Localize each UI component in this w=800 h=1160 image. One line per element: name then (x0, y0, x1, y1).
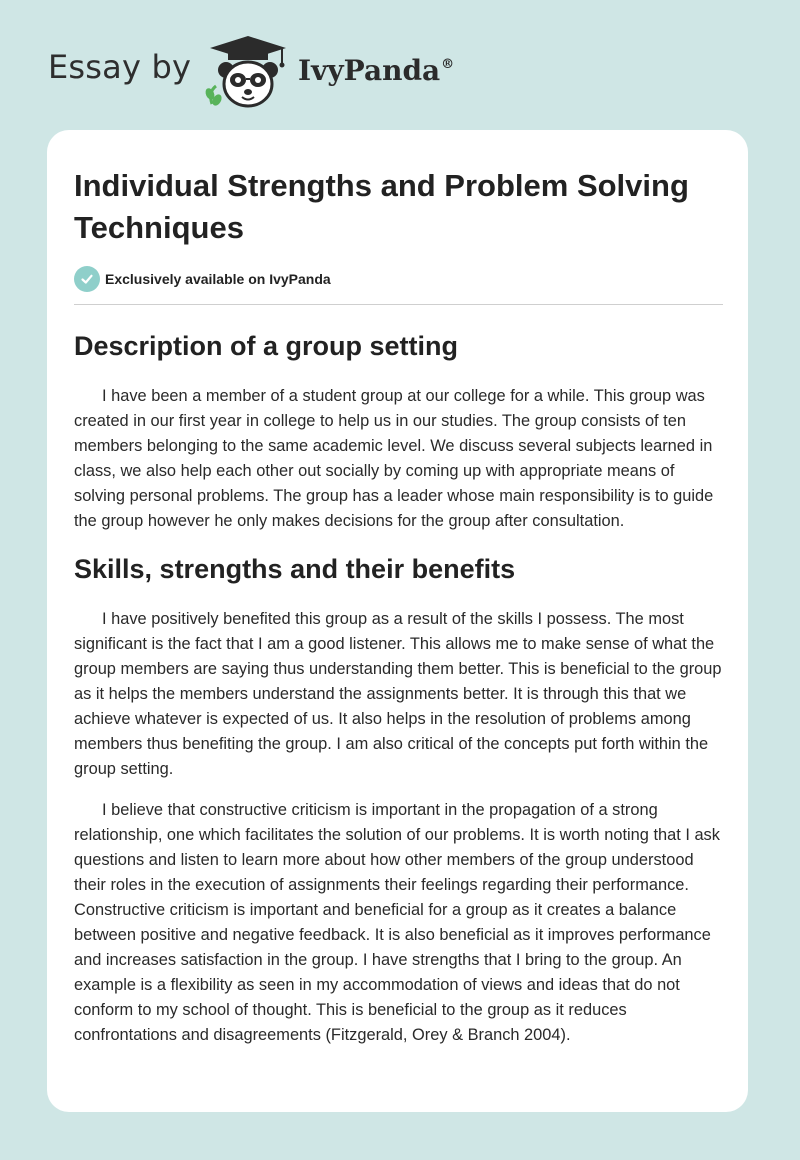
section-heading: Description of a group setting (74, 331, 459, 361)
exclusive-label: Exclusively available on IvyPanda (105, 271, 331, 287)
essay-card (47, 130, 748, 1112)
site-header (48, 34, 508, 110)
exclusive-badge (74, 265, 723, 293)
brand-name[interactable]: IvyPanda® (298, 54, 455, 87)
paragraph: I believe that constructive criticism is important in the propagation of a strong relationship, one which facilitates the solution of our problems. It is worth noting that I ask questions and listen to learn more about how other members of the group understood their roles in the execution of assignments their feelings regarding their performance. Constructive criticism is important and beneficial for a group as it creates a balance between positive and negative feedback. It is also beneficial as it improves performance and increases satisfaction in the group. I have strengths that I bring to the group. An example is a flexibility as seen in my accommodation of views and ideas that do not conform to my school of thought. This is beneficial to the group as it reduces confrontations and disagreements (Fitzgerald, Orey & Branch 2004). (74, 801, 720, 1044)
panda-graduate-icon[interactable] (202, 34, 294, 110)
section-heading: Skills, strengths and their benefits (74, 554, 516, 584)
title-divider (74, 304, 723, 305)
paragraph: I have been a member of a student group at our college for a while. This group was created in our first year in college to help us in our studies. The group consists of ten members belonging to the same academic level. We discuss several subjects learned in class, we also help each other out socially by coming up with appropriate means of solving personal problems. The group has a leader whose main responsibility is to guide the group however he only makes decisions for the group after consultation. (74, 387, 714, 530)
essay-content (74, 165, 723, 1048)
essay-by-label: Essay by (48, 48, 192, 86)
paragraph: I have positively benefited this group as a result of the skills I possess. The most significant is the fact that I am a good listener. This allows me to make sense of what the group members are saying thus understanding them better. This is beneficial to the group as it helps the members understand the assignments better. It is through this that we achieve whatever is expected of us. It also helps in the resolution of problems among members thus benefiting the group. I am also critical of the concepts put forth within the group setting. (74, 610, 722, 778)
trademark-symbol: ® (441, 57, 455, 72)
checkmark-circle-icon (74, 266, 100, 292)
page-title: Individual Strengths and Problem Solving Techniques (74, 168, 689, 245)
